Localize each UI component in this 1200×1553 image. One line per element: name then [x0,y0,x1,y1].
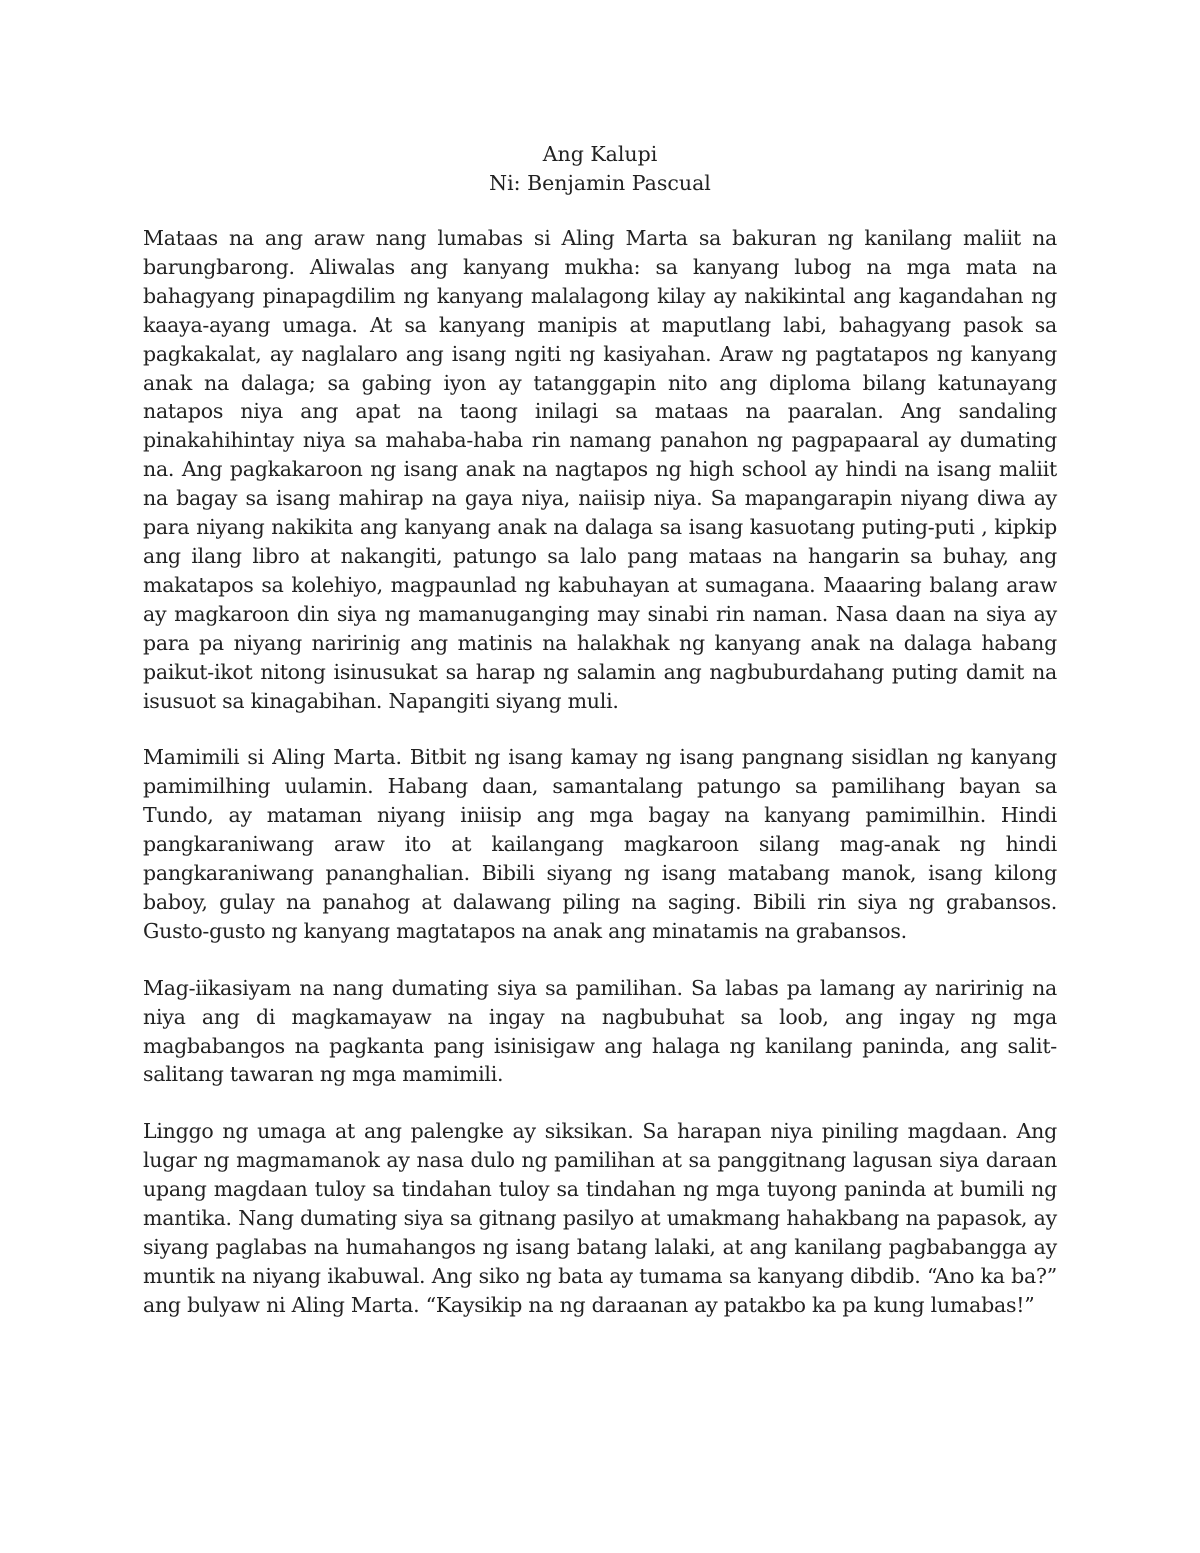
paragraph-2: Mamimili si Aling Marta. Bitbit ng isang kamay ng isang pangnang sisidlan ng kanyang pamimilhing uulamin. Habang daan, samantalang patungo sa pamilihang bayan sa Tundo, ay mataman niyang iniisip ang mga bagay na kanyang pamimilhin. Hindi pangkaraniwang araw ito at kailangang magkaroon silang mag-anak ng hindi pangkaraniwang pananghalian. Bibili siyang ng isang matabang manok, isang kilong baboy, gulay na panahog at dalawang piling na saging. Bibili rin siya ng grabansos. Gusto-gusto ng kanyang magtatapos na anak ang minatamis na grabansos. [143,745,1057,943]
title-block [143,140,1057,198]
paragraph-1: Mataas na ang araw nang lumabas si Aling Marta sa bakuran ng kanilang maliit na barungbarong. Aliwalas ang kanyang mukha: sa kanyang lubog na mga mata na bahagyang pinapagdilim ng kanyang malalagong kilay ay nakikintal ang kagandahan ng kaaya-ayang umaga. At sa kanyang manipis at maputlang labi, bahagyang pasok sa pagkakalat, ay naglalaro ang isang ngiti ng kasiyahan. Araw ng pagtatapos ng kanyang anak na dalaga; sa gabing iyon ay tatanggapin nito ang diploma bilang katunayang natapos niya ang apat na taong inilagi sa mataas na paaralan. Ang sandaling pinakahihintay niya sa mahaba-haba rin namang panahon ng pagpapaaral ay dumating na. Ang pagkakaroon ng isang anak na nagtapos ng high school ay hindi na isang maliit na bagay sa isang mahirap na gaya niya, naiisip niya. Sa mapangarapin niyang diwa ay para niyang nakikita ang kanyang anak na dalaga sa isang kasuotang puting-puti , kipkip ang ilang libro at nakangiti, patungo sa lalo pang mataas na hangarin sa buhay, ang makatapos sa kolehiyo, magpaunlad ng kabuhayan at sumagana. Maaaring balang araw ay magkaroon din siya ng mamanuganging may sinabi rin naman. Nasa daan na siya ay para pa niyang naririnig ang matinis na halakhak ng kanyang anak na dalaga habang paikut-ikot nitong isinusukat sa harap ng salamin ang nagbuburdahang puting damit na isusuot sa kinagabihan. Napangiti siyang muli. [143,226,1057,713]
paragraph-4: Linggo ng umaga at ang palengke ay siksikan. Sa harapan niya piniling magdaan. Ang lugar ng magmamanok ay nasa dulo ng pamilihan at sa panggitnang lagusan siya daraan upang magdaan tuloy sa tindahan tuloy sa tindahan ng mga tuyong paninda at bumili ng mantika. Nang dumating siya sa gitnang pasilyo at umakmang hahakbang na papasok, ay siyang paglabas na humahangos ng isang batang lalaki, at ang kanilang pagbabangga ay muntik na niyang ikabuwal. Ang siko ng bata ay tumama sa kanyang dibdib. “Ano ka ba?” ang bulyaw ni Aling Marta. “Kaysikip na ng daraanan ay patakbo ka pa kung lumabas!” [143,1119,1057,1317]
paragraph-3: Mag-iikasiyam na nang dumating siya sa pamilihan. Sa labas pa lamang ay naririnig na niya ang di magkamayaw na ingay na nagbubuhat sa loob, ang ingay ng mga magbabangos na pagkanta pang isinisigaw ang halaga ng kanilang paninda, ang salit-salitang tawaran ng mga mamimili. [143,975,1057,1087]
document-body [143,140,1057,1320]
document-title: Ang Kalupi [542,142,658,166]
author-line: Ni: Benjamin Pascual [489,171,711,195]
